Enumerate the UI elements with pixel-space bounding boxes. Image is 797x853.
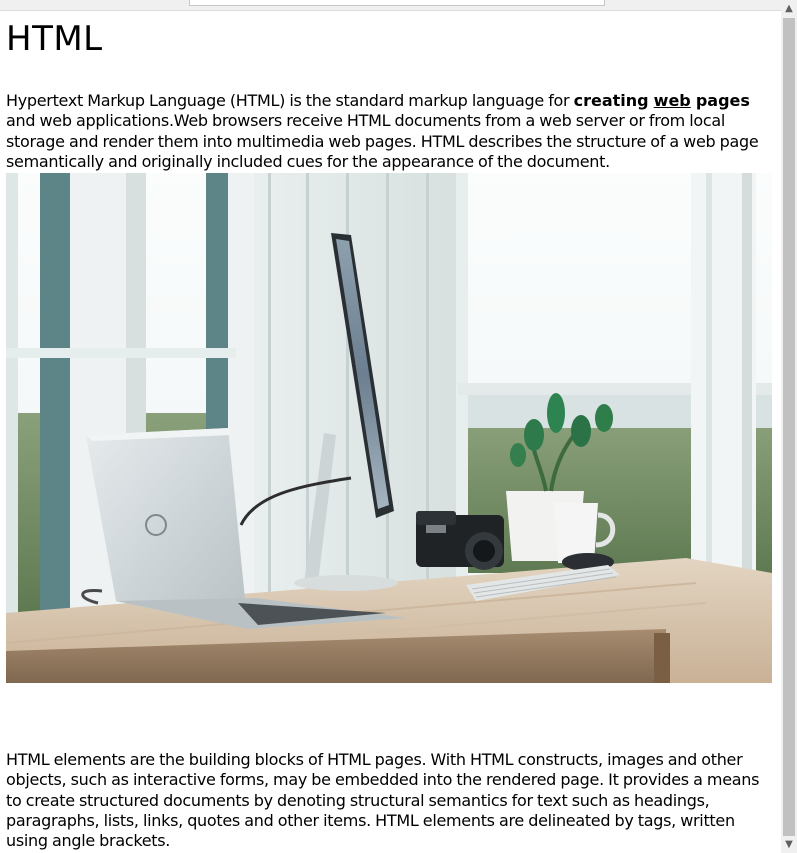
intro-paragraph	[6, 91, 774, 172]
intro-text-start: Hypertext Markup Language (HTML) is the standard markup language for	[6, 91, 574, 110]
address-bar[interactable]	[189, 0, 605, 6]
vertical-scrollbar[interactable]	[781, 0, 797, 853]
web-link[interactable]: web	[653, 91, 691, 110]
scroll-down-arrow-icon[interactable]: ▼	[785, 839, 793, 850]
desk-photo	[6, 173, 772, 683]
intro-bold-creating: creating	[573, 91, 654, 110]
intro-bold-pages: pages	[690, 91, 750, 110]
page-viewport	[0, 11, 781, 853]
browser-toolbar	[0, 0, 781, 11]
page-title: HTML	[6, 19, 103, 59]
page-content	[0, 19, 774, 852]
elements-paragraph: HTML elements are the building blocks of HTML pages. With HTML constructs, images and other objects, such as interactive forms, may be embedded into the rendered page. It provides a means to create structured documents by denoting structural semantics for text such as headings, paragraphs, lists, links, quotes and other items. HTML elements are delineated by tags, written using angle brackets.	[6, 750, 760, 851]
intro-text-end: and web applications.Web browsers receive HTML documents from a web server or from local storage and render them into multimedia web pages. HTML describes the structure of a web page semantically and originally included cues for the appearance of the document.	[6, 111, 759, 171]
scroll-up-arrow-icon[interactable]: ▲	[785, 3, 793, 14]
scrollbar-thumb[interactable]	[783, 18, 795, 836]
spacer	[6, 683, 774, 750]
